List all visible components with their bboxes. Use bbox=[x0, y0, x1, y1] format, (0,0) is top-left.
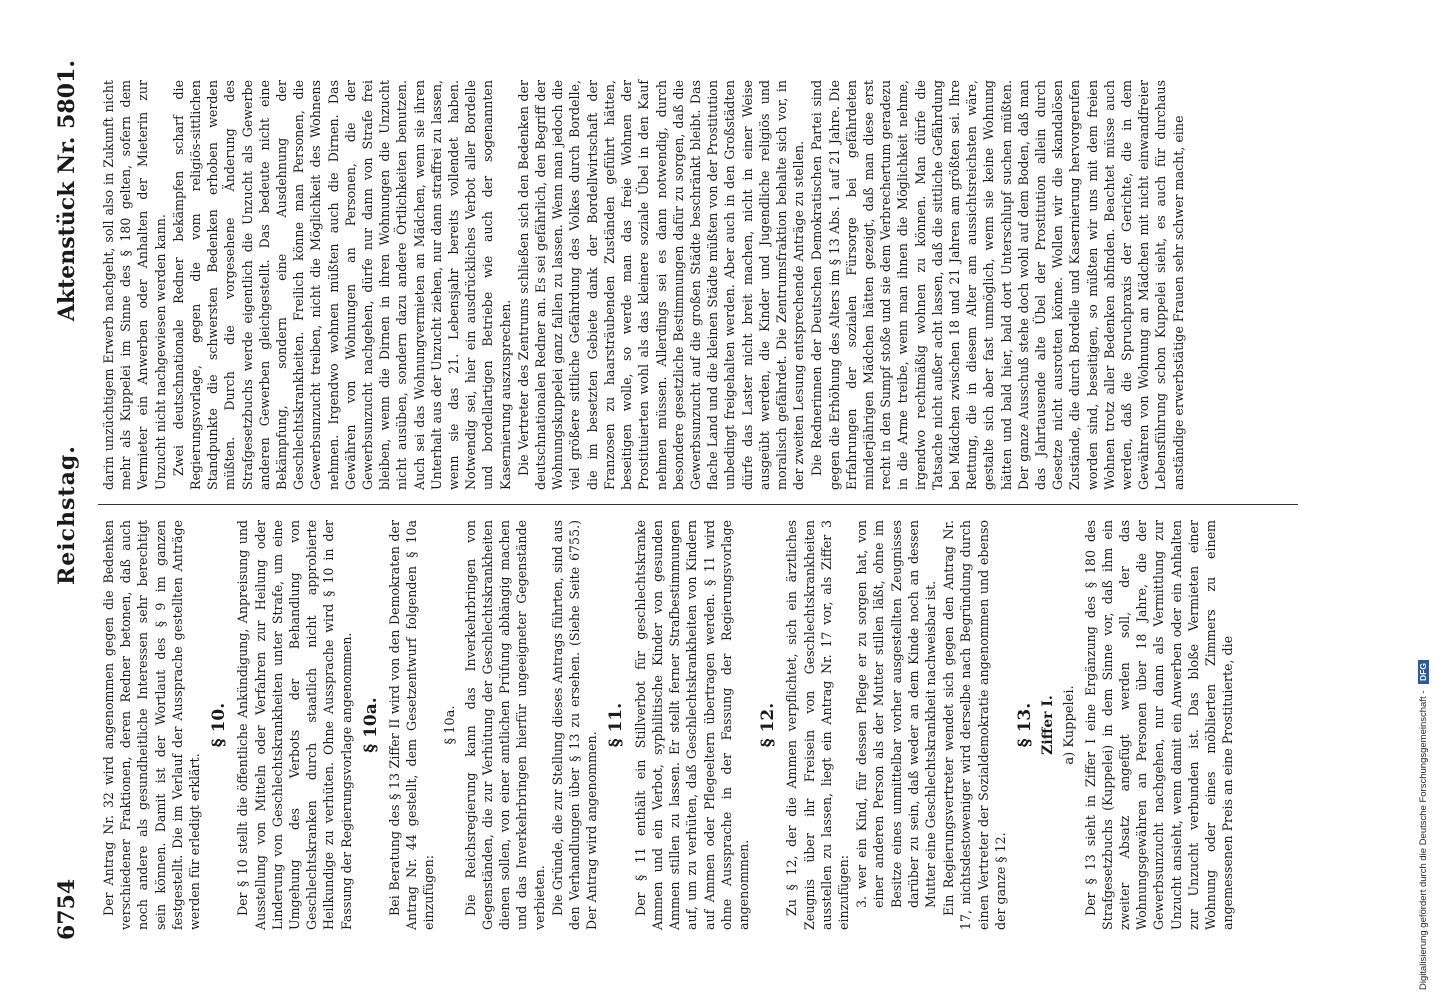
subsection-heading: Ziffer I. bbox=[1040, 695, 1057, 755]
section-heading: § 12. bbox=[758, 702, 779, 748]
digitization-note-text: Digitalisierung gefördert durch die Deutsche Forschungsgemeinschaft - bbox=[1418, 690, 1429, 990]
paragraph: Der § 11 enthält ein Stillverbot für geschlechtskranke Ammen und ein Verbot, syphilitische Kinder von gesunden Ammen stillen zu lassen. Er stellt ferner Strafbestimmungen auf, um zu verhüten, daß Geschlechtskrankheiten von Kindern auf Ammen oder Pflegeeltern übertragen werden. § 11 wird ohne Aussprache in der Fassung der Regierungsvorlage angenommen. bbox=[632, 520, 751, 930]
paragraph: Bei Beratung des § 13 Ziffer II wird von den Demokraten der Antrag Nr. 44 gestellt, dem Gesetzentwurf folgenden § 10a einzufügen: bbox=[387, 520, 437, 930]
paragraph: Zu § 12, der die Ammen verpflichtet, sich ein ärztliches Zeugnis über ihr Freisein von Geschlechtskrankheiten ausstellen zu lassen, liegt ein Antrag Nr. 17 vor, als Ziffer 3 einzufügen: bbox=[784, 520, 851, 930]
section-heading: § 10. bbox=[209, 702, 230, 748]
paragraph: Der § 10 stellt die öffentliche Ankündigung, Anpreisung und Ausstellung von Mitteln oder Verfahren zur Heilung oder Linderung von Geschlechtskrankheiten unter Strafe, um eine Umgehung des Verbots der Behandlung von Geschlechtskranken durch staatlich nicht approbierte Heilkundige zu verhüten. Ohne Aussprache wird § 10 in der Fassung der Regierungsvorlage angenommen. bbox=[235, 520, 354, 930]
digitization-note bbox=[1416, 10, 1430, 990]
paragraph: Ein Regierungsvertreter wendet sich gegen den Antrag Nr. 17, nichtsdestoweniger wird derselbe nach Begründung durch einen Vertreter der Sozialdemokratie angenommen und ebenso der ganze § 12. bbox=[941, 520, 1008, 930]
paragraph: Die Rednerinnen der Deutschen Demokratischen Partei sind gegen die Erhöhung des Alters im § 13 Abs. 1 auf 21 Jahre. Die Erfahrungen der sozialen Fürsorge bei gefährdeten minderjährigen Mädchen hätten gezeigt, daß man diese erst recht in den Sumpf stoße und sie dem Verbrechertum geradezu in die Arme treibe, wenn man ihnen die Möglichkeit nehme, irgendwo rechtmäßig wohnen zu können. Man dürfe die Tatsache nicht außer acht lassen, daß die sittliche Gefährdung bei Mädchen zwischen 18 und 21 Jahren am größten sei. Ihre Rettung, die in diesem Alter am aussichtsreichsten wäre, gestalte sich aber fast unmöglich, wenn sie keine Wohnung hätten und bald hier, bald dort Unterschlupf suchen müßten. Der ganze Ausschuß stehe doch wohl auf dem Boden, daß man das Jahrtausende alte Übel der Prostitution allein durch Gesetze nicht ausrotten könne. Wollen wir die skandalösen Zustände, die durch Bordelle und Kasernierung hervorgerufen worden sind, beseitigen, so müßten wir uns mit dem freien Wohnen trotz aller Bedenken abfinden. Beachtet müsse auch werden, daß die Spruchpraxis der Gerichte, die in dem Gewähren von Wohnung an Mädchen mit nicht einwandfreier Lebensführung schon Kuppelei sieht, es auch für durchaus anständige erwerbstätige Frauen sehr schwer macht, eine bbox=[809, 80, 1186, 490]
quoted-paragraph: Die Reichsregierung kann das Inverkehrbringen von Gegenständen, die zur Verhütung der Geschlechtskrankheiten dienen sollen, von einer amtlichen Prüfung abhängig machen und das Inverkehrbringen hierfür ungeeigneter Gegenstände verbieten. bbox=[462, 520, 547, 930]
paragraph: Die Gründe, die zur Stellung dieses Antrags führten, sind aus den Verhandlungen über § 13 zu ersehen. (Siehe Seite 6755.) Der Antrag wird angenommen. bbox=[549, 520, 600, 930]
page-number: 6754 bbox=[54, 878, 80, 940]
paragraph: Die Vertreter des Zentrums schließen sich den Bedenken der deutschnationalen Redner an. Es sei gefährlich, den Begriff der Wohnungskuppelei ganz fallen zu lassen. Wenn man jedoch die viel größere sittliche Gefährdung des Volkes durch Bordelle, die im besetzten Gebiete dank der Bordellwirtschaft der Franzosen zu haarsträubenden Zuständen geführt hätten, beseitigen wolle, so werde man das freie Wohnen der Prostituierten wohl als das kleinere soziale Übel in den Kauf nehmen müssen. Allerdings sei es dann notwendig, durch besondere gesetzliche Bestimmungen dafür zu sorgen, daß die Gewerbsunzucht auf die großen Städte beschränkt bleibt. Das flache Land und die kleinen Städte müßten von der Prostitution unbedingt freigehalten werden. Aber auch in den Großstädten dürfe das Laster nicht breit machen, nicht in einer Weise ausgeübt werden, die Kinder und Jugendliche religiös und moralisch gefährdet. Die Zentrumsfraktion behalte sich vor, in der zweiten Lesung entsprechende Anträge zu stellen. bbox=[515, 80, 807, 490]
section-heading: § 11. bbox=[606, 702, 627, 748]
column-divider bbox=[98, 504, 1298, 505]
section-heading: § 13. bbox=[1014, 702, 1035, 748]
section-heading: § 10a. bbox=[360, 697, 381, 753]
dfg-logo: DFG bbox=[1418, 660, 1429, 684]
left-column bbox=[100, 520, 1237, 930]
subsection-heading: § 10a. bbox=[442, 705, 458, 745]
right-column bbox=[100, 80, 1188, 490]
paragraph: darin unzüchtigem Erwerb nachgeht, soll also in Zukunft nicht mehr als Kuppelei im Sinne des § 180 gelten, sofern dem Vermieter ein Anwerben oder Anhalten der Mieterin zur Unzucht nicht nachgewiesen werden kann. bbox=[101, 80, 168, 490]
paragraph: Zwei deutschnationale Redner bekämpfen scharf die Regierungsvorlage, gegen die vom religiös-sittlichen Standpunkte die schwersten Bedenken erhoben werden müßten. Durch die vorgesehene Änderung des Strafgesetzbuchs werde eigentlich die Unzucht als Gewerbe anderen Gewerben gleichgestellt. Das bedeute nicht eine Bekämpfung, sondern eine Ausdehnung der Geschlechtskrankheiten. Freilich könne man Personen, die Gewerbsunzucht treiben, nicht die Möglichkeit des Wohnens nehmen. Irgendwo wohnen müßten auch die Dirnen. Das Gewähren von Wohnungen an Personen, die der Gewerbsunzucht nachgehen, dürfe nur dann von Strafe frei bleiben, wenn die Dirnen in ihren Wohnungen die Unzucht nicht ausüben, sondern dazu andere Örtlichkeiten benutzen. Auch sei das Wohnungvermieten an Mädchen, wenn sie ihren Unterhalt aus der Unzucht ziehen, nur dann straffrei zu lassen, wenn sie das 21. Lebensjahr bereits vollendet haben. Notwendig sei, hier ein ausdrückliches Verbot aller Bordelle und bordellartigen Betriebe wie auch der sogenannten Kasernierung auszusprechen. bbox=[170, 80, 513, 490]
page-header bbox=[54, 60, 94, 940]
subsection-heading: a) Kuppelei. bbox=[1062, 685, 1078, 765]
list-item: 3. wer ein Kind, für dessen Pflege er zu sorgen hat, von einer anderen Person als der Mutter stillen läßt, ohne im Besitze eines unmittelbar vorher ausgestellten Zeugnisses darüber zu sein, daß weder an dem Kinde noch an dessen Mutter eine Geschlechtskrankheit nachweisbar ist. bbox=[854, 520, 938, 908]
paragraph: Der § 13 sieht in Ziffer I eine Ergänzung des § 180 des Strafgesetzbuchs (Kuppelei) in dem Sinne vor, daß ihm ein zweiter Absatz angefügt werden soll, der das Wohnungsgewähren an Personen über 18 Jahre, die der Gewerbsunzucht nachgehen, nur dann als Vermittlung zur Unzucht ansieht, wenn damit ein Anwerben oder ein Anhalten zur Unzucht verbunden ist. Das bloße Vermieten einer Wohnung oder eines möblierten Zimmers zu einem angemessenen Preis an eine Prostituierte, die bbox=[1082, 520, 1236, 930]
document-number: Aktenstück Nr. 5801. bbox=[54, 60, 80, 322]
running-title: Reichstag. bbox=[54, 445, 80, 585]
paragraph: Der Antrag Nr. 32 wird angenommen gegen die Bedenken verschiedener Fraktionen, deren Redner betonen, daß auch noch andere als gesundheitliche Interessen sehr berechtigt sein können. Damit ist der Wortlaut des § 9 im ganzen festgestellt. Die im Verlauf der Aussprache gestellten Anträge werden für erledigt erklärt. bbox=[101, 520, 203, 930]
